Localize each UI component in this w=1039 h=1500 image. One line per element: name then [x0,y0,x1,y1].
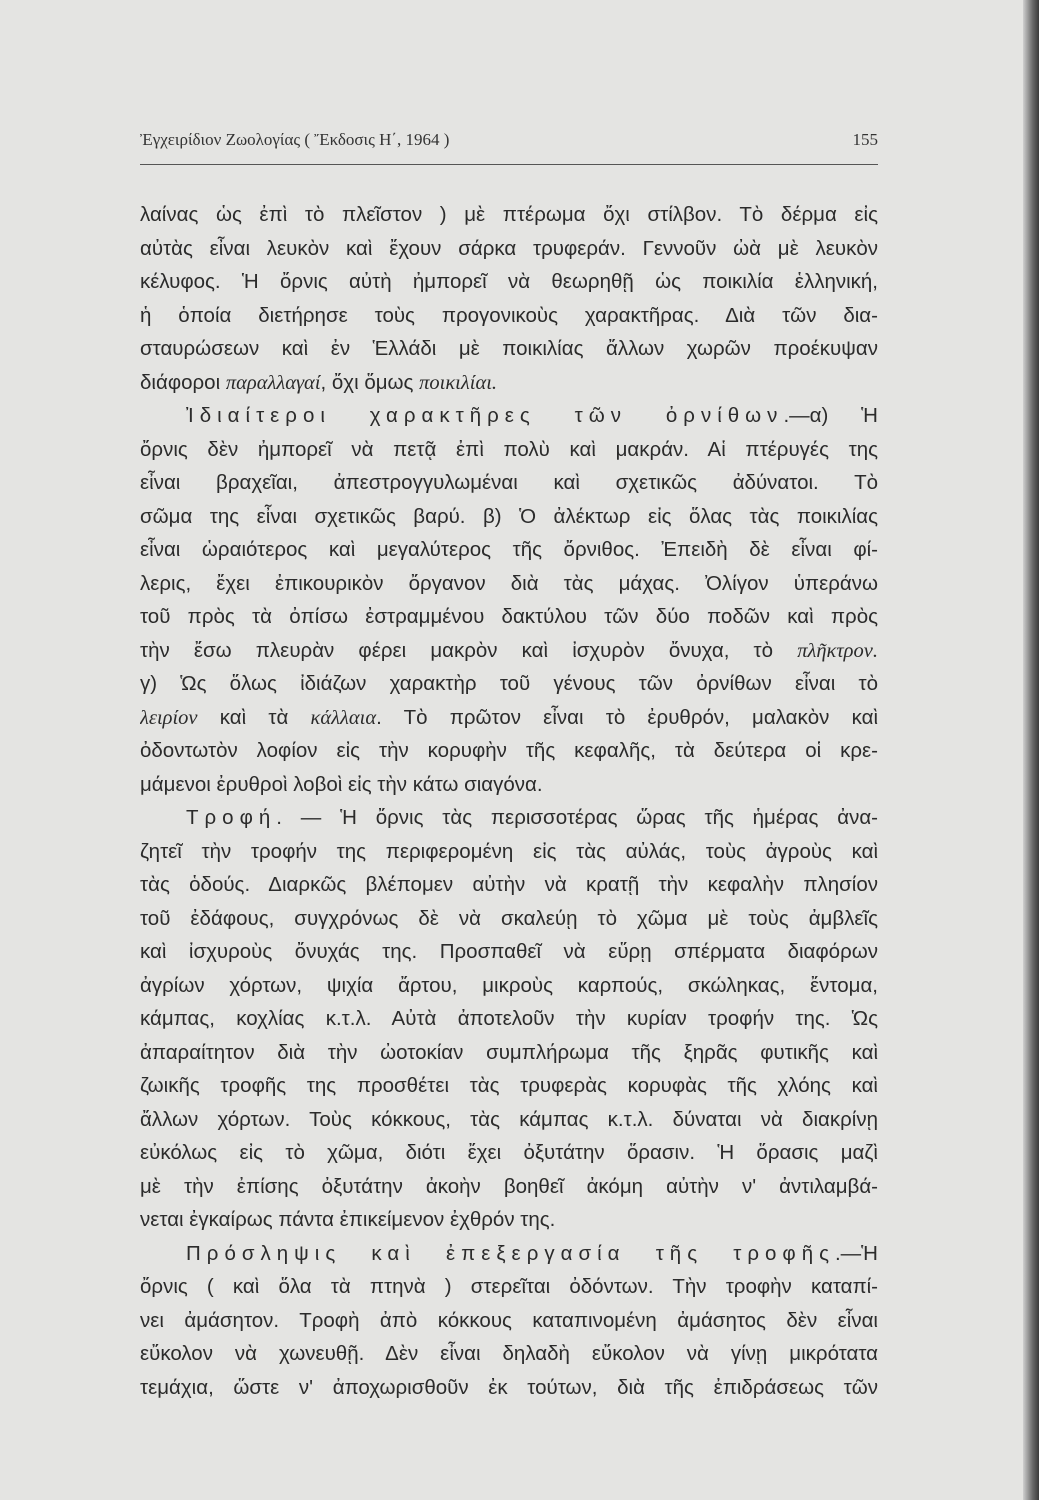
text-line [140,667,878,701]
text-segment: εὔκολον νὰ χωνευθῇ. Δὲν εἶναι δηλαδὴ εὔκολον νὰ γίνῃ μικρότατα [140,1342,878,1365]
text-line [140,902,878,936]
text-line [140,1136,878,1170]
body-text [140,198,878,1404]
text-line [140,701,878,735]
text-line [140,1337,878,1371]
text-segment: .—α) Ἡ [783,404,878,427]
text-line [140,600,878,634]
text-line [140,399,878,433]
text-segment: εἶναι βραχεῖαι, ἀπεστρογγυλωμέναι καὶ σχετικῶς ἀδύνατοι. Τὸ [140,471,878,494]
text-segment: .—Ἡ [834,1241,878,1265]
text-segment: εἶναι ὡραιότερος καὶ μεγαλύτερος τῆς ὄρνιθος. Ἐπειδὴ δὲ εἶναι φί- [140,538,878,561]
text-segment: εὐκόλως εἰς τὸ χῶμα, διότι ἔχει ὀξυτάτην ὅρασιν. Ἡ ὅρασις μαζὶ [140,1141,878,1164]
text-segment: τὰς ὁδούς. Διαρκῶς βλέπομεν αὐτὴν νὰ κρατῇ τὴν κεφαλὴν πλησίον [140,873,878,896]
text-segment: νει ἀμάσητον. Τροφὴ ἀπὸ κόκκους καταπινομένη ἀμάσητος δὲν εἶναι [140,1308,878,1332]
text-segment: μὲ τὴν ἐπίσης ὀξυτάτην ἀκοὴν βοηθεῖ ἀκόμη αὐτὴν ν' ἀντιλαμβά- [140,1174,878,1198]
text-segment: διάφοροι [140,370,226,394]
text-segment: ὀδοντωτὸν λοφίον εἰς τὴν κορυφὴν τῆς κεφαλῆς, τὰ δεύτερα οἱ κρε- [140,739,878,762]
text-line [140,533,878,567]
text-segment: ὄρνις δὲν ἠμπορεῖ νὰ πετᾷ ἐπὶ πολὺ καὶ μακράν. Αἱ πτέρυγές της [140,437,878,461]
text-line [140,433,878,467]
italic-term: κάλλαια [310,706,377,729]
text-segment: σῶμα της εἶναι σχετικῶς βαρύ. β) Ὁ ἀλέκτωρ εἰς ὅλας τὰς ποικιλίας [140,504,878,528]
text-line [140,332,878,366]
header-rule [140,164,878,165]
text-segment: κάμπας, κοχλίας κ.τ.λ. Αὐτὰ ἀποτελοῦν τὴν κυρίαν τροφήν της. Ὡς [140,1007,878,1030]
text-segment: λαίνας ὡς ἐπὶ τὸ πλεῖστον ) μὲ πτέρωμα ὄχι στίλβον. Τὸ δέρμα εἰς [140,203,878,226]
text-segment: νεται ἐγκαίρως πάντα ἐπικείμενον ἐχθρόν της. [140,1208,556,1231]
italic-term: πλῆκτρον. [797,639,878,662]
text-segment: τοῦ πρὸς τὰ ὀπίσω ἐστραμμένου δακτύλου τῶν δύο ποδῶν καὶ πρὸς [140,605,878,628]
text-segment: ὄρνις ( καὶ ὅλα τὰ πτηνὰ ) στερεῖται ὀδόντων. Τὴν τροφὴν καταπί- [140,1275,878,1298]
page-edge-shadow [1023,0,1039,1500]
text-line [140,1237,878,1271]
text-line [140,969,878,1003]
text-line [140,1371,878,1405]
text-line [140,198,878,232]
text-line [140,634,878,668]
text-segment: . — Ἡ ὄρνις τὰς περισσοτέρας ὥρας τῆς ἡμέρας ἀνα- [276,806,878,829]
text-segment: σταυρώσεων καὶ ἐν Ἑλλάδι μὲ ποικιλίας ἄλλων χωρῶν προέκυψαν [140,337,878,360]
page-number: 155 [852,130,878,149]
running-title: Ἐγχειρίδιον Ζωολογίας ( Ἔκδοσις Η΄, 1964 ) [140,130,450,149]
text-line [140,567,878,601]
text-segment: λερις, ἔχει ἐπικουρικὸν ὄργανον διὰ τὰς μάχας. Ὀλίγον ὑπεράνω [140,571,878,595]
text-line [140,868,878,902]
text-segment: ἡ ὁποία διετήρησε τοὺς προγονικοὺς χαρακτῆρας. Διὰ τῶν δια- [140,303,878,327]
text-line [140,500,878,534]
text-segment: ζωικῆς τροφῆς της προσθέτει τὰς τρυφερὰς κορυφὰς τῆς χλόης καὶ [140,1074,878,1097]
text-line [140,1069,878,1103]
text-segment: καὶ τὰ [197,705,311,729]
text-line [140,1036,878,1070]
text-line [140,935,878,969]
text-segment: τοῦ ἐδάφους, συγχρόνως δὲ νὰ σκαλεύῃ τὸ χῶμα μὲ τοὺς ἀμβλεῖς [140,906,878,930]
text-segment: ἀγρίων χόρτων, ψιχία ἄρτου, μικροὺς καρπούς, σκώληκας, ἔντομα, [140,973,878,997]
text-segment: ζητεῖ τὴν τροφήν της περιφερομένη εἰς τὰς αὐλάς, τοὺς ἀγροὺς καὶ [140,839,878,863]
text-segment: , ὄχι ὅμως [320,370,420,394]
text-segment: κέλυφος. Ἡ ὄρνις αὐτὴ ἠμπορεῖ νὰ θεωρηθῇ ὡς ποικιλία ἑλληνική, [140,270,878,293]
text-line [140,265,878,299]
text-segment: . Τὸ πρῶτον εἶναι τὸ ἐρυθρόν, μαλακὸν καὶ [376,705,878,729]
text-line [140,801,878,835]
text-line [140,366,878,400]
text-line [140,299,878,333]
text-segment: ἀπαραίτητον διὰ τὴν ὠοτοκίαν συμπλήρωμα τῆς ξηρᾶς φυτικῆς καὶ [140,1040,878,1064]
text-line [140,1002,878,1036]
italic-term: λειρίον [140,706,198,729]
section-heading: Πρόσληψις καὶ ἐπεξεργασία τῆς τροφῆς [186,1241,835,1265]
text-segment: καὶ ἰσχυροὺς ὄνυχάς της. Προσπαθεῖ νὰ εὕρῃ σπέρματα διαφόρων [140,940,878,963]
text-line [140,466,878,500]
text-line [140,734,878,768]
text-segment: τὴν ἔσω πλευρὰν φέρει μακρὸν καὶ ἰσχυρὸν ὄνυχα, τὸ [140,638,798,662]
section-heading: Τροφή [186,806,277,829]
text-line [140,1170,878,1204]
running-header [140,130,878,156]
text-segment: ἄλλων χόρτων. Τοὺς κόκκους, τὰς κάμπας κ.τ.λ. δύναται νὰ διακρίνῃ [140,1107,878,1131]
italic-term: ποικιλίαι. [419,371,498,394]
text-segment: αὐτὰς εἶναι λευκὸν καὶ ἔχουν σάρκα τρυφεράν. Γεννοῦν ὠὰ μὲ λευκὸν [140,236,878,260]
italic-term: παραλλαγαί [225,371,321,394]
section-heading: Ἰδιαίτεροι χαρακτῆρες τῶν ὀρνίθων [186,404,784,427]
text-line [140,768,878,802]
text-segment: τεμάχια, ὥστε ν' ἀποχωρισθοῦν ἐκ τούτων, διὰ τῆς ἐπιδράσεως τῶν [140,1375,878,1399]
text-line [140,1270,878,1304]
text-line [140,232,878,266]
text-line [140,1304,878,1338]
text-line [140,1203,878,1237]
text-segment: γ) Ὡς ὅλως ἰδιάζων χαρακτὴρ τοῦ γένους τῶν ὀρνίθων εἶναι τὸ [140,672,878,695]
text-segment: μάμενοι ἐρυθροὶ λοβοὶ εἰς τὴν κάτω σιαγόνα. [140,772,543,796]
text-line [140,1103,878,1137]
text-line [140,835,878,869]
